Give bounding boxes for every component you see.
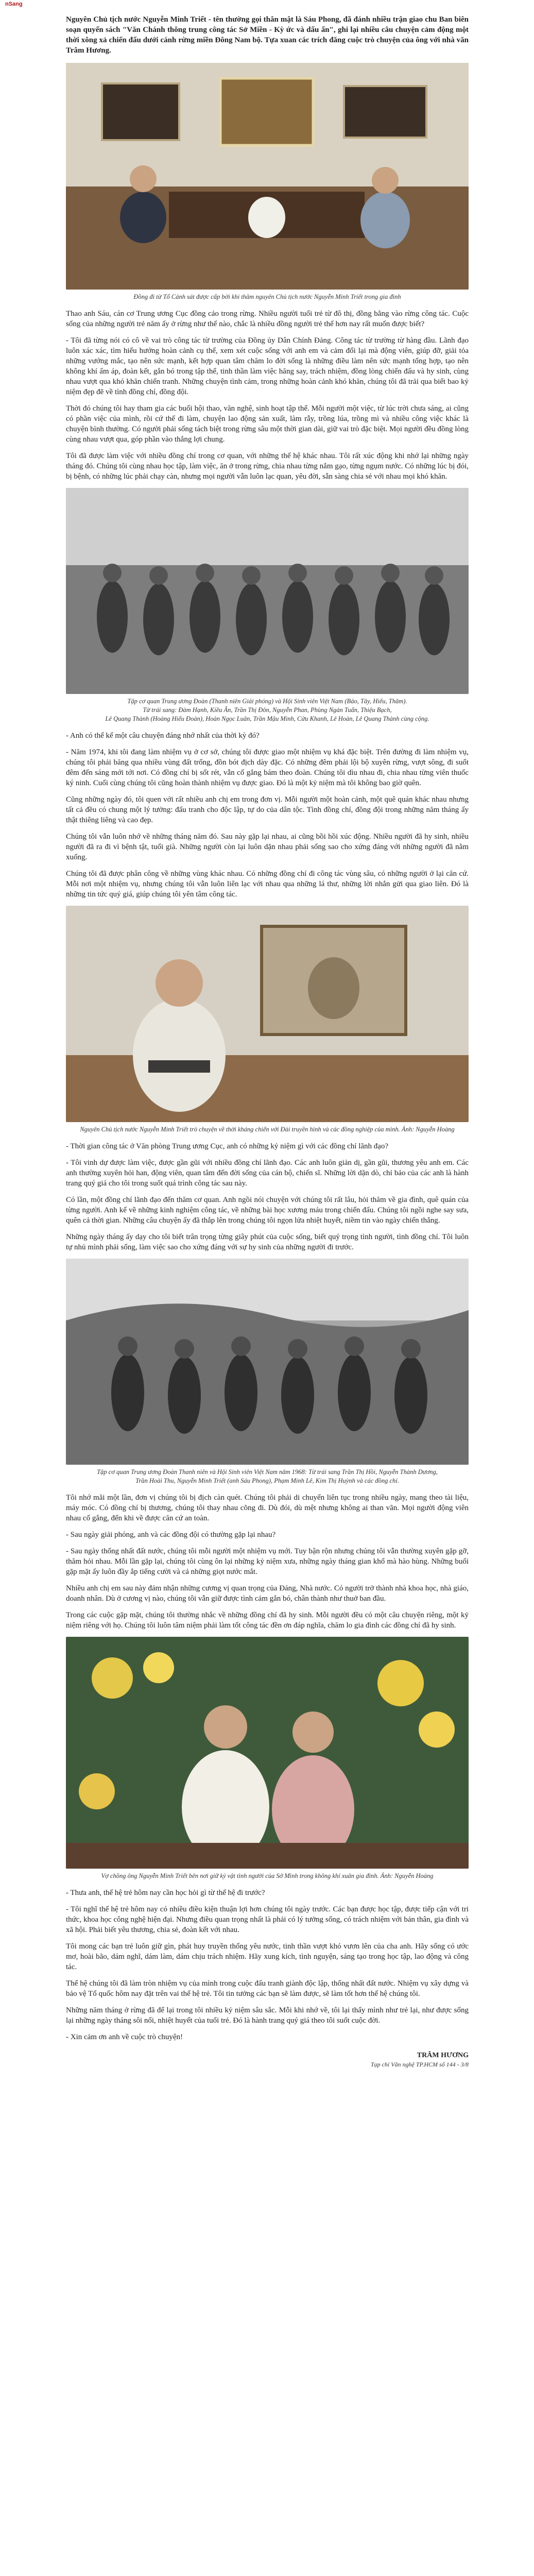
photo-1	[66, 63, 469, 290]
paragraph: Tôi đã được làm việc với nhiều đồng chí trong cơ quan, với những thế hệ khác nhau. Tôi rất xúc động khi nhớ lại những ngày tháng đó. Chúng tôi cùng nhau học tập, làm việc, ăn ở trong rừng, chia nhau từng nắm gạo, từng ngụm nước. Có những lúc bị đói, bị bệnh, có những lúc phải chạy càn, nhưng mọi người vẫn luôn lạc quan, yêu đời, sẵn sàng chia sẻ với nhau mọi khó khăn.	[66, 452, 469, 481]
paragraph: - Tôi nghĩ thế hệ trẻ hôm nay có nhiều điều kiện thuận lợi hơn chúng tôi ngày trước. Các bạn được học tập, được tiếp cận với tri thức, khoa học công nghệ hiện đại. Nhưng điều quan trọng nhất là phải có lý tưởng sống, có trách nhiệm với bản thân, gia đình và xã hội. Phải biết yêu thương, chia sẻ, đoàn kết với nhau.	[66, 1905, 469, 1934]
paragraph: - Thời gian công tác ở Văn phòng Trung ương Cục, anh có những kỷ niệm gì với các đồng chí lãnh đạo?	[66, 1142, 389, 1150]
paragraph: Thế hệ chúng tôi đã làm tròn nhiệm vụ của mình trong cuộc đấu tranh giành độc lập, thống nhất đất nước. Nhiệm vụ xây dựng và bảo vệ Tổ quốc hôm nay đặt trên vai thế hệ trẻ. Tôi tin tưởng các bạn sẽ làm được, sẽ làm tốt hơn thế hệ chúng tôi.	[66, 1979, 469, 1998]
paragraph: Những ngày tháng ấy dạy cho tôi biết trân trọng từng giây phút của cuộc sống, biết quý trọng tình người, tình đồng chí. Tôi luôn tự nhủ mình phải sống, làm việc sao cho xứng đáng với sự hy sinh của những người đi trước.	[66, 1233, 469, 1251]
paragraph: Cũng những ngày đó, tôi quen với rất nhiều anh chị em trong đơn vị. Mỗi người một hoàn cảnh, một quê quán khác nhau nhưng tất cả đều có chung một lý tưởng: đấu tranh cho độc lập, tự do của dân tộc. Tình đồng chí, đồng đội trong những năm tháng ấy thật thiêng liêng và cao đẹp.	[66, 795, 469, 824]
photo-4	[66, 1259, 469, 1465]
paragraph: Những năm tháng ở rừng đã để lại trong tôi nhiều kỷ niệm sâu sắc. Mỗi khi nhớ về, tôi lại thấy mình như trẻ lại, như được sống lại những ngày tháng sôi nổi, nhiệt huyết của tuổi trẻ. Đó là hành trang quý giá theo tôi suốt cuộc đời.	[66, 2006, 469, 2025]
photo-3-illustration	[66, 906, 469, 1122]
top-bar	[0, 0, 534, 9]
paragraph: - Năm 1974, khi tôi đang làm nhiệm vụ ở cơ sở, chúng tôi được giao một nhiệm vụ khá đặc biệt. Trên đường đi làm nhiệm vụ, chúng tôi phải băng qua nhiều vùng đất trống, đồn bót địch dày đặc. Có những đêm phải lội bộ xuyên rừng, vượt sông, đi suốt đêm đến sáng mới tới nơi. Có đồng chí bị sốt rét, vẫn cố gắng bám theo đoàn. Chúng tôi dìu nhau đi, chia nhau từng viên thuốc ký ninh. Cuối cùng chúng tôi cũng hoàn thành nhiệm vụ được giao. Đó là một kỷ niệm mà tôi không bao giờ quên.	[66, 748, 469, 787]
figure-4-caption: Tập cơ quan Trung ương Đoàn Thanh niên và Hội Sinh viên Việt Nam năm 1968: Từ trái sang Trần Thị Hồi, Nguyễn Thành Dương, Trần Hoài Thu, Nguyễn Minh Triết (anh Sáu Phong), Phạm Minh Lê, Kim Thị Huỳnh và các đồng chí.	[97, 1468, 438, 1484]
paragraph: Có lần, một đồng chí lãnh đạo đến thăm cơ quan. Anh ngồi nói chuyện với chúng tôi rất lâu, hỏi thăm về gia đình, quê quán của từng người. Anh kể về những kinh nghiệm công tác, về những bài học xương máu trong chiến đấu. Chúng tôi ngồi nghe say sưa, quên cả thời gian. Những câu chuyện ấy đã thắp lên trong chúng tôi ngọn lửa nhiệt huyết, niềm tin vào ngày chiến thắng.	[66, 1196, 469, 1225]
paragraph: Chúng tôi đã được phân công về những vùng khác nhau. Có những đồng chí đi công tác vùng sâu, có những người ở lại căn cứ. Mỗi nơi một nhiệm vụ, nhưng chúng tôi vẫn luôn liên lạc với nhau qua những lá thư, những lời nhắn gửi qua giao liên. Đó là những tin tức quý giá, giúp chúng tôi yên tâm công tác.	[66, 870, 469, 899]
figure-5	[66, 1637, 469, 1880]
photo-1-illustration	[66, 63, 469, 290]
photo-3	[66, 906, 469, 1122]
paragraph: - Sau ngày thống nhất đất nước, chúng tôi mỗi người một nhiệm vụ mới. Tuy bận rộn nhưng chúng tôi vẫn thường xuyên gặp gỡ, thăm hỏi nhau. Mỗi lần gặp lại, chúng tôi cùng ôn lại những kỷ niệm xưa, những ngày tháng gian khổ mà hào hùng. Những buổi gặp mặt ấy luôn đầy ắp tiếng cười và cả những giọt nước mắt.	[66, 1547, 469, 1576]
photo-2	[66, 488, 469, 694]
article	[66, 14, 469, 2069]
paragraph: Chúng tôi vẫn luôn nhớ về những tháng năm đó. Sau này gặp lại nhau, ai cũng bồi hồi xúc động. Nhiều người đã hy sinh, nhiều người đã ra đi vì bệnh tật, tuổi già. Những người còn lại luôn dặn nhau phải sống sao cho xứng đáng với những người đã nằm xuống.	[66, 833, 469, 861]
photo-2-illustration	[66, 488, 469, 694]
figure-3	[66, 906, 469, 1134]
figure-2-caption: Tập cơ quan Trung ương Đoàn (Thanh niên Giải phóng) và Hội Sinh viên Việt Nam (Bảo, Tây, Hiếu, Thăm). Từ trái sang: Đàm Hạnh, Kiều Ân, Trần Thị Đôn, Nguyễn Phan, Phùng Ngàn Tuấn, Thiệu Bạch, Lê Quang Thành (Hoàng Hiếu Đoàn), Hoàn Ngọc Luân, Trần Mậu Minh, Cửu Khanh, Lê Hoàn, Lê Quang Thành cùng cộng.	[105, 698, 429, 722]
paragraph: Thao anh Sáu, cán cơ Trung ương Cục đồng cảo trong rừng. Nhiều người tuổi trẻ từ đô thị, đồng bằng vào rừng công tác. Cuộc sống của những người trẻ năm ấy ở rừng như thế nào, chắc là nhiều đồng người trẻ thế hơn nay rất muốn được biết?	[66, 310, 469, 328]
author-name: TRÂM HƯƠNG	[417, 2052, 469, 2059]
figure-1-caption: Đồng đi từ Tổ Cảnh sát được cấp bởi khi thăm nguyên Chủ tịch nước Nguyễn Minh Triết trong gia đình	[133, 293, 401, 300]
article-lead: Nguyên Chủ tịch nước Nguyễn Minh Triết - tên thường gọi thân mật là Sáu Phong, đã đánh nhiều trận giao chu Ban biên soạn quyển sách "Văn Chánh thông trung công tác Sở Miền - Kỳ ức và dấu ấn", ghi lại nhiều câu chuyện cảm động một thời xông xả chiến đấu dưới cánh rừng miền Đông Nam bộ. Tựa xuan các trích đăng cuộc trò chuyện của ông với nhà văn Trâm Hương.	[66, 15, 469, 55]
paragraph: Tôi nhớ mãi một lần, đơn vị chúng tôi bị địch càn quét. Chúng tôi phải di chuyển liên tục trong nhiều ngày, mang theo tài liệu, máy móc. Có đồng chí bị thương, chúng tôi thay nhau cõng đi. Dù đói, dù mệt nhưng không ai than vãn. Mọi người động viên nhau cố gắng, đến khi về được căn cứ an toàn.	[66, 1494, 469, 1522]
paragraph: Nhiều anh chị em sau này đảm nhận những cương vị quan trọng của Đảng, Nhà nước. Có người trở thành nhà khoa học, nhà giáo, doanh nhân. Dù ở cương vị nào, chúng tôi vẫn giữ được tình cảm gắn bó, chân thành như thuở ban đầu.	[66, 1584, 469, 1603]
article-source: Tạp chí Văn nghệ TP.HCM số 144 - 3/8	[370, 2061, 469, 2068]
paragraph: - Tôi đã từng nói có cô về vai trò công tác từ trường của Đồng ủy Dân Chính Đảng. Công tác từ trường từ hàng đầu. Lãnh đạo luôn xác xác, tìm hiểu hướng hoàn cảnh cụ thể, xem xét cuộc sống với anh em và cảm đổi lại mà động viên, giúp đỡ, giải tỏa những vướng mắc, tạo nên sức mạnh, kết hợp quan tâm chăm lo đời sống là những điều làm nên sức mạnh tổng hợp, tạo nên không khí ấm áp, đoàn kết, gắn bó trong tập thể, tinh thần làm việc hăng say, trách nhiệm, đồng lòng chiến đấu và hy sinh, cùng nhau vượt qua khó khăn chiến tranh. Những chuyện tình cảm, trong những hoàn cảnh khó khăn, chúng tôi đã trải qua biết bao kỷ niệm đẹp đẽ về tình đồng chí, đồng đội.	[66, 336, 469, 396]
paragraph: - Thưa anh, thế hệ trẻ hôm nay cần học hỏi gì từ thế hệ đi trước?	[66, 1889, 265, 1897]
figure-2	[66, 488, 469, 723]
figure-4	[66, 1259, 469, 1485]
photo-4-illustration	[66, 1259, 469, 1465]
paragraph: Trong các cuộc gặp mặt, chúng tôi thường nhắc về những đồng chí đã hy sinh. Mỗi người đều có một câu chuyện riêng, một kỷ niệm riêng với họ. Chúng tôi luôn tâm niệm phải làm tốt công tác đền ơn đáp nghĩa, chăm lo gia đình các đồng chí đã hy sinh.	[66, 1611, 469, 1630]
paragraph: - Tôi vinh dự được làm việc, được gần gũi với nhiều đồng chí lãnh đạo. Các anh luôn giản dị, gần gũi, thương yêu anh em. Các anh thường xuyên hỏi han, động viên, quan tâm đến đời sống của cán bộ, chiến sĩ. Những lời dặn dò, chỉ bảo của các anh là hành trang quý giá cho tôi trong suốt quá trình công tác sau này.	[66, 1159, 469, 1188]
photo-5-illustration	[66, 1637, 469, 1869]
figure-1	[66, 63, 469, 301]
paragraph: Thời đó chúng tôi hay tham gia các buổi hội thao, văn nghệ, sinh hoạt tập thể. Mỗi người một việc, từ lúc trời chưa sáng, ai cũng có phần việc của mình, rồi cứ thế đi làm, chuyện lao động sản xuất, làm rẫy, trồng lúa, trồng mì và nhiều công việc khác là chuyện bình thường. Có người phải sống tách biệt trong rừng sâu một thời gian dài, giữ vai trò đặc biệt. Mọi người đều đồng lòng cùng nhau vượt qua, góp phần vào thắng lợi chung.	[66, 404, 469, 444]
site-brand[interactable]: nSang	[5, 1, 23, 7]
paragraph: - Xin cảm ơn anh về cuộc trò chuyện!	[66, 2033, 183, 2041]
photo-5	[66, 1637, 469, 1869]
paragraph: Tôi mong các bạn trẻ luôn giữ gìn, phát huy truyền thống yêu nước, tinh thần vượt khó vươn lên của cha anh. Hãy sống có ước mơ, hoài bão, dám nghĩ, dám làm, dám chịu trách nhiệm. Hãy xung kích, tình nguyện, sáng tạo trong học tập, lao động và công tác.	[66, 1942, 469, 1971]
figure-3-caption: Nguyên Chủ tịch nước Nguyễn Minh Triết trò chuyện về thời kháng chiến với Đài truyền hình và các đồng nghiệp của mình. Ảnh: Nguyễn Hoàng	[80, 1126, 455, 1133]
figure-5-caption: Vợ chồng ông Nguyễn Minh Triết bên nơi giữ kỷ vật tình người của Sở Mình trong không khí xuân gia đình. Ảnh: Nguyễn Hoàng	[101, 1872, 434, 1879]
paragraph: - Anh có thể kể một câu chuyện đáng nhớ nhất của thời kỳ đó?	[66, 732, 260, 740]
paragraph: - Sau ngày giải phóng, anh và các đồng đội có thường gặp lại nhau?	[66, 1531, 276, 1539]
